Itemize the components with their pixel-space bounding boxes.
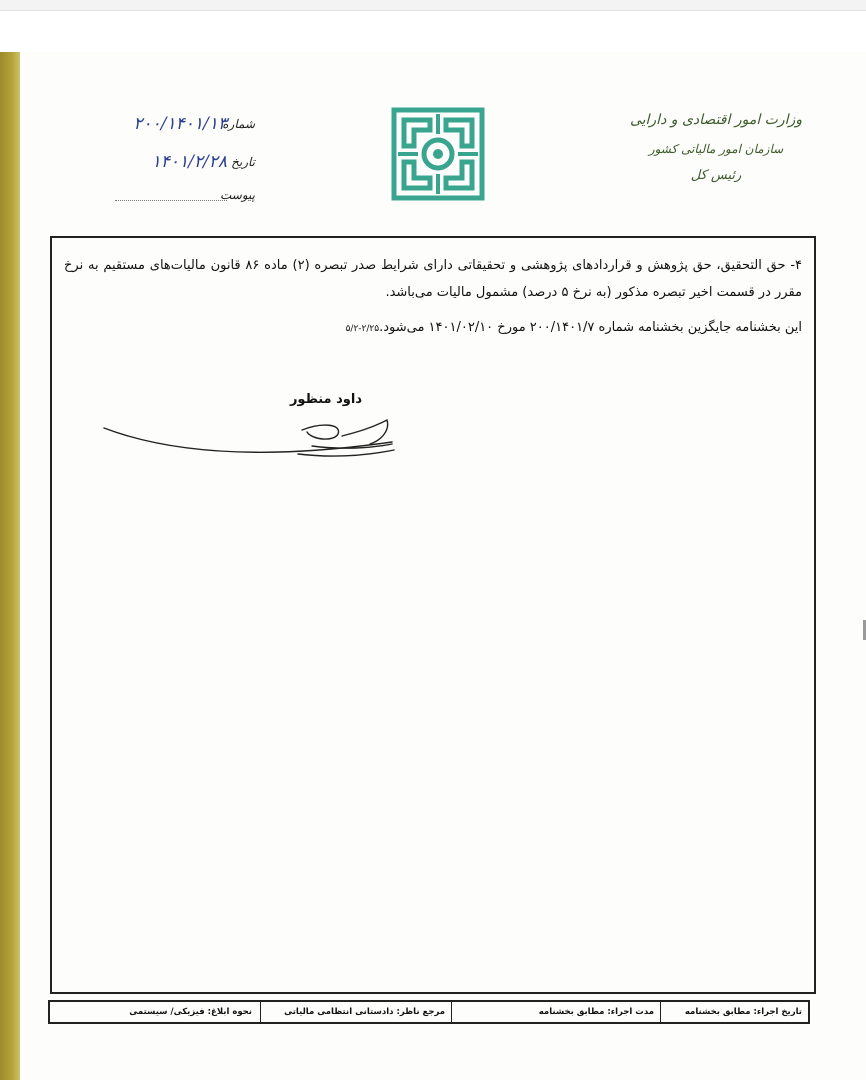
- top-strip: [0, 0, 866, 11]
- number-value: ۲۰۰/۱۴۰۱/۱۳: [133, 114, 227, 134]
- date-value: ۱۴۰۱/۲/۲۸: [151, 152, 227, 172]
- duration-cell: مدت اجراء: مطابق بخشنامه: [451, 1002, 660, 1022]
- letterhead: [616, 112, 816, 183]
- handwritten-signature: [102, 410, 402, 470]
- organization-name: سازمان امور مالیاتی کشور: [648, 142, 784, 156]
- number-row: [133, 114, 255, 134]
- tax-organization-logo: [390, 106, 486, 202]
- replacement-note: [64, 314, 802, 343]
- date-row: [152, 152, 255, 172]
- attachment-dotted-line: [115, 190, 227, 201]
- clause-4-text: ۴- حق التحقیق، حق پژوهش و قراردادهای پژوهشی و تحقیقاتی دارای شرایط صدر تبصره (۲) ماده ۸۶ قانون مالیات‌های مستقیم به نرخ مقرر در قسمت اخیر تبصره مذکور (به نرخ ۵ درصد) مشمول مالیات می‌باشد.: [64, 258, 802, 300]
- letter-meta: [95, 112, 255, 207]
- reference-code: ۲/۲۵-۵/۲: [345, 324, 380, 334]
- folder-edge: [0, 52, 20, 1080]
- reference-authority-cell: مرجع ناظر: دادستانی انتظامی مالیاتی: [260, 1002, 451, 1022]
- signer-name: داود منظور: [289, 392, 362, 407]
- content-frame: [50, 236, 816, 994]
- replacement-note-text: این بخشنامه جایگزین بخشنامه شماره ۲۰۰/۱۴۰۱/۷ مورخ ۱۴۰۱/۰۲/۱۰ می‌شود.: [379, 320, 802, 335]
- attachment-label: پیوست: [220, 188, 255, 202]
- notification-method-cell: نحوه ابلاغ: فیزیکی/ سیستمی: [129, 1007, 252, 1017]
- office-title: رئیس کل: [690, 168, 742, 183]
- footer-table: [48, 1000, 810, 1024]
- number-label: شماره: [222, 117, 255, 131]
- attachment-row: [115, 188, 255, 202]
- date-label: تاریخ: [231, 155, 255, 169]
- ministry-name: وزارت امور اقتصادی و دارایی: [629, 112, 803, 128]
- letter-body: [64, 252, 802, 343]
- execution-date-cell: تاریخ اجراء: مطابق بخشنامه: [660, 1002, 808, 1022]
